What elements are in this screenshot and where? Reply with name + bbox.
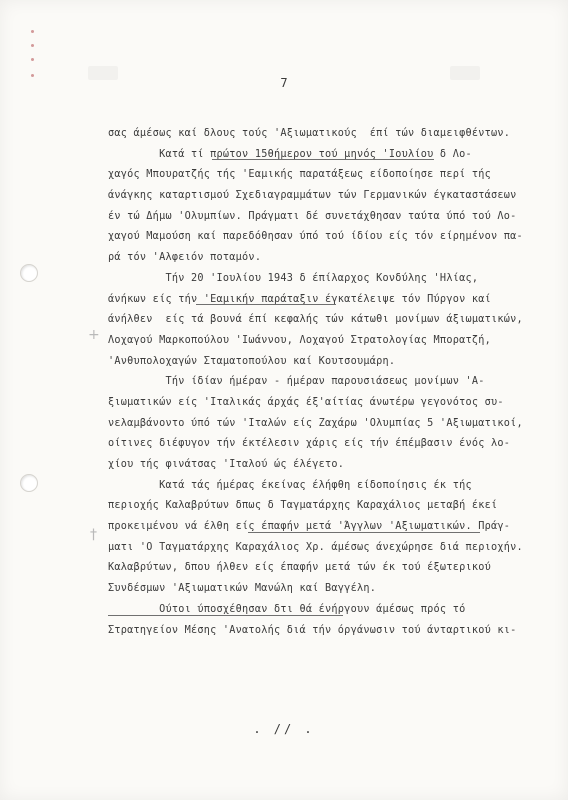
text-line: έν τώ Δήμω 'Ολυμπίων. Πράγματι δέ συνετάχθησαν ταύτα ύπό τού Λο- xyxy=(108,210,517,222)
text-line: άνήλθεν είς τά βουνά έπί κεφαλής τών κάτωθι μονίμων άξιωματικών, xyxy=(108,314,523,326)
text-line: ματι 'Ο Ταγματάρχης Καραχάλιος Χρ. άμέσως άνεχώρησε διά περιοχήν. xyxy=(108,541,523,553)
margin-plus-mark: + xyxy=(88,327,100,343)
text-line: περιοχής Καλαβρύτων δπως δ Ταγματάρχης Καραχάλιος μεταβή έκεί xyxy=(108,500,498,512)
ink-speck xyxy=(31,44,34,47)
text-line: ρά τόν 'Αλφειόν ποταμόν. xyxy=(108,252,262,264)
text-line: Λοχαγού Μαρκοπούλου 'Ιωάννου, Λοχαγού Στρατολογίας Μπορατζή, xyxy=(108,334,492,346)
text-line: Ούτοι ύποσχέθησαν δτι θά ένήργουν άμέσως πρός τό xyxy=(108,603,466,615)
text-line: Τήν 20 'Ιουλίου 1943 δ έπίλαρχος Κονδύλης 'Ηλίας, xyxy=(108,272,479,284)
punch-hole xyxy=(20,264,38,282)
text-line: χαγού Μαμούση καί παρεδόθησαν ύπό τού ίδίου είς τόν είρημένον πα- xyxy=(108,231,523,243)
text-line: Τήν ίδίαν ήμέραν - ήμέραν παρουσιάσεως μονίμων 'Α- xyxy=(108,376,485,388)
text-line: χαγός Μπουρατζής τής 'Εαμικής παρατάξεως είδοποίησε περί τής xyxy=(108,169,492,181)
ink-speck xyxy=(31,30,34,33)
text-line: οίτινες διέφυγον τήν έκτέλεσιν χάρις είς τήν έπέμβασιν ένός λο- xyxy=(108,438,511,450)
text-line: Καλαβρύτων, δπου ήλθεν είς έπαφήν μετά τών έκ τού έξωτερικού xyxy=(108,562,492,574)
pencil-underline xyxy=(196,304,336,305)
text-line: άνάγκης καταρτισμού Σχεδιαγραμμάτων τών Γερμανικών έγκαταστάσεων xyxy=(108,190,517,202)
text-line: Συνδέσμων 'Αξιωματικών Μανώλη καί Βαγγέλη. xyxy=(108,583,377,595)
punch-hole xyxy=(20,474,38,492)
text-line: Κατά τάς ήμέρας έκείνας έλήφθη είδοποίησις έκ τής xyxy=(108,479,472,491)
text-line: χίου τής φινάτσας 'Ιταλού ώς έλέγετο. xyxy=(108,459,345,470)
text-line: 'Ανθυπολοχαγών Σταματοπούλου καί Κουτσουμάρη. xyxy=(108,355,396,367)
text-line: Στρατηγείον Μέσης 'Ανατολής διά τήν όργάνωσιν τού άνταρτικού κι- xyxy=(108,624,517,636)
text-line: σας άμέσως καί δλους τούς 'Αξιωματικούς έπί τών διαμειφθέντων. xyxy=(108,128,511,139)
text-line: άνήκων είς τήν 'Εαμικήν παράταξιν έγκατέλειψε τόν Πύργον καί xyxy=(108,293,492,305)
body-text xyxy=(108,124,553,641)
text-line: προκειμένου νά έλθη είς έπαφήν μετά 'Άγγλων 'Αξιωματικών. Πράγ- xyxy=(108,521,511,533)
page-footer: . // . xyxy=(253,722,315,736)
pencil-underline xyxy=(212,159,434,160)
text-line: Κατά τί πρώτον 15θήμερον τού μηνός 'Ιουλίου δ Λο- xyxy=(108,148,472,160)
page-number: 7 xyxy=(280,76,288,90)
text-line: ξιωματικών είς 'Ιταλικάς άρχάς έξ'αίτίας άνωτέρω γεγονότος συ- xyxy=(108,396,504,408)
pencil-underline xyxy=(108,615,343,616)
margin-dagger-mark: † xyxy=(90,527,97,543)
pencil-underline xyxy=(248,532,480,533)
text-line: νελαμβάνοντο ύπό τών 'Ιταλών είς Ζαχάρω 'Ολυμπίας 5 'Αξιωματικοί, xyxy=(108,417,523,429)
ink-speck xyxy=(31,58,34,61)
